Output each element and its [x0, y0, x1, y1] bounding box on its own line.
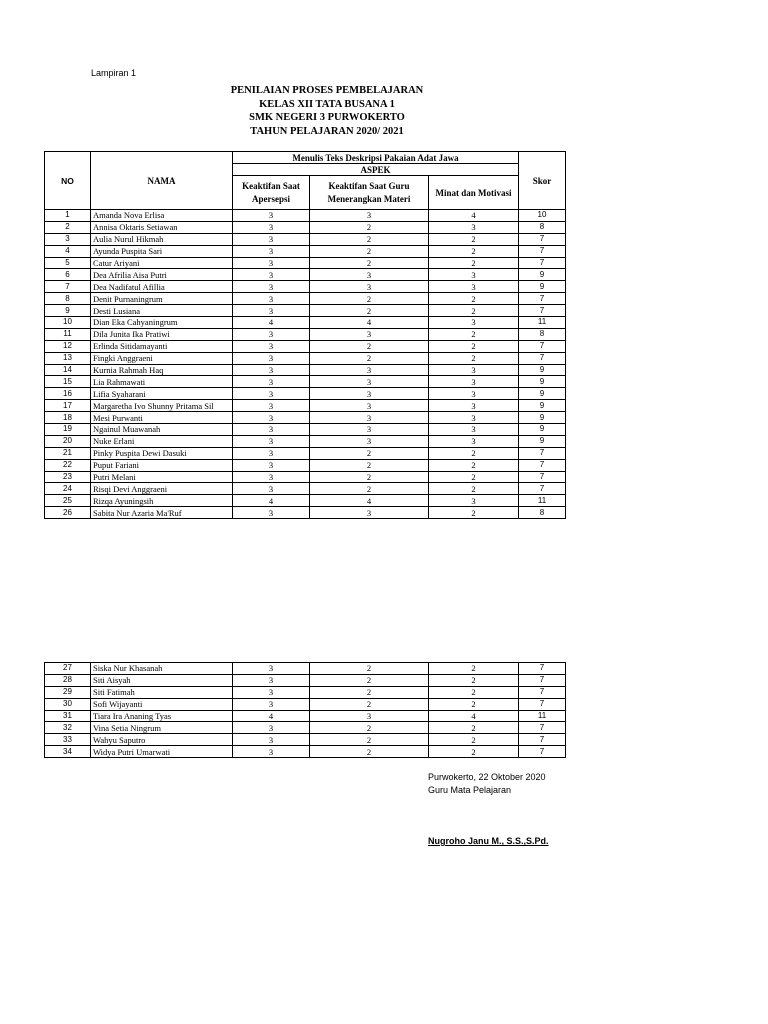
cell-nama: Annisa Oktaris Setiawan — [91, 221, 233, 233]
table-row — [45, 674, 566, 686]
cell-nama: Catur Ariyani — [91, 257, 233, 269]
cell-nama: Denit Purnaningrum — [91, 293, 233, 305]
cell-skor: 7 — [519, 245, 566, 257]
assessment-table-continued — [44, 662, 566, 758]
cell-aspect-3: 3 — [429, 281, 519, 293]
title-line-4: TAHUN PELAJARAN 2020/ 2021 — [250, 125, 404, 137]
cell-aspect-2: 2 — [310, 459, 429, 471]
cell-skor: 11 — [519, 710, 566, 722]
cell-aspect-1: 3 — [233, 435, 310, 447]
cell-no: 9 — [45, 305, 91, 317]
cell-nama: Widya Putri Umarwati — [91, 746, 233, 758]
cell-nama: Wahyu Saputro — [91, 734, 233, 746]
cell-nama: Lifia Syaharani — [91, 388, 233, 400]
cell-no: 18 — [45, 412, 91, 424]
cell-nama: Sabita Nur Azaria Ma'Ruf — [91, 507, 233, 519]
cell-nama: Dila Junita Ika Pratiwi — [91, 328, 233, 340]
cell-aspect-2: 3 — [310, 376, 429, 388]
cell-aspect-1: 3 — [233, 352, 310, 364]
header-skor: Skor — [519, 152, 566, 210]
cell-aspect-2: 2 — [310, 305, 429, 317]
cell-aspect-3: 2 — [429, 722, 519, 734]
cell-aspect-1: 3 — [233, 245, 310, 257]
cell-nama: Nuke Erlani — [91, 435, 233, 447]
header-aspect-2-line-2: Menerangkan Materi — [327, 193, 411, 204]
cell-aspect-3: 3 — [429, 388, 519, 400]
table-row — [45, 459, 566, 471]
cell-skor: 7 — [519, 447, 566, 459]
cell-no: 17 — [45, 400, 91, 412]
header-aspect-3: Minat dan Motivasi — [429, 176, 519, 210]
cell-aspect-2: 2 — [310, 245, 429, 257]
cell-aspect-1: 3 — [233, 400, 310, 412]
table-row — [45, 352, 566, 364]
header-aspect-1-line-2: Apersepsi — [252, 193, 290, 204]
cell-no: 26 — [45, 507, 91, 519]
table-row — [45, 328, 566, 340]
cell-no: 27 — [45, 663, 91, 675]
cell-skor: 7 — [519, 674, 566, 686]
cell-no: 10 — [45, 317, 91, 329]
cell-aspect-3: 3 — [429, 221, 519, 233]
cell-no: 14 — [45, 364, 91, 376]
table-row — [45, 293, 566, 305]
cell-skor: 8 — [519, 221, 566, 233]
cell-aspect-1: 3 — [233, 722, 310, 734]
cell-aspect-1: 3 — [233, 376, 310, 388]
cell-nama: Ngainul Muawanah — [91, 424, 233, 436]
cell-aspect-3: 2 — [429, 245, 519, 257]
cell-aspect-2: 3 — [310, 412, 429, 424]
cell-no: 23 — [45, 471, 91, 483]
table-row — [45, 317, 566, 329]
cell-aspect-2: 2 — [310, 221, 429, 233]
cell-nama: Fingki Anggraeni — [91, 352, 233, 364]
cell-skor: 7 — [519, 471, 566, 483]
cell-aspect-1: 3 — [233, 686, 310, 698]
header-aspect-2-line-1: Keaktifan Saat Guru — [328, 180, 410, 191]
cell-nama: Rizqa Ayuningsih — [91, 495, 233, 507]
cell-aspect-1: 3 — [233, 483, 310, 495]
cell-aspect-3: 2 — [429, 507, 519, 519]
cell-aspect-3: 2 — [429, 340, 519, 352]
cell-skor: 10 — [519, 210, 566, 222]
cell-skor: 7 — [519, 293, 566, 305]
table-row — [45, 281, 566, 293]
cell-skor: 7 — [519, 352, 566, 364]
cell-skor: 9 — [519, 412, 566, 424]
cell-aspect-3: 2 — [429, 447, 519, 459]
cell-aspect-3: 3 — [429, 495, 519, 507]
table-row — [45, 663, 566, 675]
signature-role: Guru Mata Pelajaran — [428, 785, 512, 795]
cell-nama: Ayunda Puspita Sari — [91, 245, 233, 257]
cell-aspect-3: 2 — [429, 257, 519, 269]
cell-skor: 8 — [519, 507, 566, 519]
cell-aspect-1: 3 — [233, 340, 310, 352]
cell-skor: 9 — [519, 364, 566, 376]
cell-aspect-1: 3 — [233, 257, 310, 269]
signature-name: Nugroho Janu M., S.S.,S.Pd. — [428, 836, 549, 846]
cell-nama: Kurnia Rahmah Haq — [91, 364, 233, 376]
title-line-1: PENILAIAN PROSES PEMBELAJARAN — [230, 85, 424, 96]
cell-aspect-2: 3 — [310, 710, 429, 722]
cell-skor: 11 — [519, 495, 566, 507]
cell-aspect-2: 2 — [310, 663, 429, 675]
cell-aspect-2: 2 — [310, 722, 429, 734]
cell-skor: 8 — [519, 328, 566, 340]
cell-aspect-2: 3 — [310, 424, 429, 436]
cell-aspect-2: 4 — [310, 317, 429, 329]
table-body-continued — [45, 663, 566, 758]
cell-skor: 9 — [519, 388, 566, 400]
table-row — [45, 233, 566, 245]
cell-aspect-3: 3 — [429, 400, 519, 412]
table-row — [45, 471, 566, 483]
cell-aspect-1: 3 — [233, 734, 310, 746]
table-row — [45, 210, 566, 222]
cell-aspect-3: 2 — [429, 352, 519, 364]
cell-aspect-3: 2 — [429, 233, 519, 245]
table-row — [45, 447, 566, 459]
table-row — [45, 686, 566, 698]
cell-skor: 7 — [519, 686, 566, 698]
table-row — [45, 400, 566, 412]
cell-no: 12 — [45, 340, 91, 352]
cell-nama: Mesi Purwanti — [91, 412, 233, 424]
cell-skor: 7 — [519, 233, 566, 245]
cell-nama: Siti Aisyah — [91, 674, 233, 686]
cell-aspect-2: 3 — [310, 328, 429, 340]
cell-nama: Margaretha Ivo Shunny Pritama Sil — [91, 400, 233, 412]
header-aspect-2 — [310, 176, 429, 210]
cell-aspect-1: 4 — [233, 317, 310, 329]
cell-nama: Putri Melani — [91, 471, 233, 483]
table-row — [45, 710, 566, 722]
cell-no: 29 — [45, 686, 91, 698]
cell-aspect-2: 3 — [310, 281, 429, 293]
cell-aspect-3: 2 — [429, 328, 519, 340]
appendix-label: Lampiran 1 — [91, 68, 137, 78]
cell-aspect-2: 2 — [310, 471, 429, 483]
cell-no: 13 — [45, 352, 91, 364]
cell-no: 21 — [45, 447, 91, 459]
cell-aspect-2: 3 — [310, 435, 429, 447]
cell-nama: Aulia Nurul Hikmah — [91, 233, 233, 245]
table-row — [45, 435, 566, 447]
cell-aspect-1: 3 — [233, 663, 310, 675]
cell-nama: Dea Nadifatul Afillia — [91, 281, 233, 293]
cell-aspect-1: 3 — [233, 424, 310, 436]
cell-skor: 7 — [519, 734, 566, 746]
cell-aspect-3: 2 — [429, 471, 519, 483]
table-row — [45, 412, 566, 424]
table-row — [45, 269, 566, 281]
cell-aspect-3: 2 — [429, 746, 519, 758]
cell-aspect-1: 3 — [233, 447, 310, 459]
table-row — [45, 245, 566, 257]
cell-aspect-3: 2 — [429, 734, 519, 746]
table-body — [45, 210, 566, 519]
cell-skor: 7 — [519, 746, 566, 758]
cell-aspect-3: 3 — [429, 424, 519, 436]
cell-aspect-2: 3 — [310, 364, 429, 376]
cell-aspect-1: 3 — [233, 281, 310, 293]
cell-no: 25 — [45, 495, 91, 507]
title-line-3: SMK NEGERI 3 PURWOKERTO — [249, 112, 405, 123]
cell-aspect-3: 2 — [429, 305, 519, 317]
table-row — [45, 221, 566, 233]
table-row — [45, 257, 566, 269]
cell-skor: 7 — [519, 722, 566, 734]
cell-aspect-1: 3 — [233, 210, 310, 222]
cell-no: 30 — [45, 698, 91, 710]
cell-aspect-2: 2 — [310, 233, 429, 245]
cell-aspect-2: 2 — [310, 340, 429, 352]
cell-aspect-1: 4 — [233, 710, 310, 722]
cell-aspect-2: 2 — [310, 746, 429, 758]
cell-aspect-3: 2 — [429, 686, 519, 698]
cell-aspect-3: 3 — [429, 412, 519, 424]
header-no: NO — [45, 152, 91, 210]
cell-no: 31 — [45, 710, 91, 722]
assessment-table — [44, 151, 566, 519]
header-aspect-1-line-1: Keaktifan Saat — [242, 180, 300, 191]
cell-no: 28 — [45, 674, 91, 686]
cell-aspect-1: 3 — [233, 459, 310, 471]
cell-aspect-3: 3 — [429, 269, 519, 281]
cell-nama: Puput Fariani — [91, 459, 233, 471]
table-row — [45, 424, 566, 436]
cell-aspect-1: 3 — [233, 269, 310, 281]
cell-aspect-3: 3 — [429, 376, 519, 388]
cell-aspect-3: 3 — [429, 435, 519, 447]
cell-no: 33 — [45, 734, 91, 746]
cell-aspect-3: 3 — [429, 317, 519, 329]
cell-aspect-1: 3 — [233, 674, 310, 686]
cell-aspect-1: 3 — [233, 471, 310, 483]
table-row — [45, 698, 566, 710]
header-group-title: Menulis Teks Deskripsi Pakaian Adat Jawa — [233, 152, 519, 164]
cell-no: 11 — [45, 328, 91, 340]
header-aspect-1 — [233, 176, 310, 210]
cell-aspect-2: 2 — [310, 352, 429, 364]
table-row — [45, 722, 566, 734]
cell-aspect-2: 2 — [310, 257, 429, 269]
cell-aspect-1: 3 — [233, 233, 310, 245]
cell-aspect-1: 3 — [233, 305, 310, 317]
table-row — [45, 376, 566, 388]
cell-skor: 7 — [519, 340, 566, 352]
cell-aspect-1: 3 — [233, 698, 310, 710]
cell-nama: Erlinda Sitidamayanti — [91, 340, 233, 352]
cell-aspect-1: 3 — [233, 293, 310, 305]
cell-nama: Dea Afrilia Aisa Putri — [91, 269, 233, 281]
cell-aspect-2: 3 — [310, 269, 429, 281]
cell-aspect-3: 2 — [429, 698, 519, 710]
cell-nama: Lia Rahmawati — [91, 376, 233, 388]
cell-aspect-1: 3 — [233, 364, 310, 376]
table-row — [45, 495, 566, 507]
cell-nama: Siti Fatimah — [91, 686, 233, 698]
cell-aspect-3: 2 — [429, 483, 519, 495]
cell-skor: 9 — [519, 376, 566, 388]
cell-skor: 7 — [519, 483, 566, 495]
table-row — [45, 483, 566, 495]
cell-no: 3 — [45, 233, 91, 245]
table-row — [45, 305, 566, 317]
cell-no: 6 — [45, 269, 91, 281]
cell-aspect-1: 3 — [233, 221, 310, 233]
cell-aspect-2: 2 — [310, 698, 429, 710]
cell-aspect-2: 2 — [310, 447, 429, 459]
cell-aspect-2: 2 — [310, 674, 429, 686]
cell-skor: 7 — [519, 305, 566, 317]
cell-skor: 9 — [519, 269, 566, 281]
table-row — [45, 364, 566, 376]
cell-aspect-1: 3 — [233, 746, 310, 758]
cell-aspect-3: 2 — [429, 663, 519, 675]
cell-nama: Desti Lusiana — [91, 305, 233, 317]
cell-aspect-2: 3 — [310, 507, 429, 519]
cell-aspect-2: 4 — [310, 495, 429, 507]
table-row — [45, 746, 566, 758]
table-row — [45, 340, 566, 352]
cell-no: 20 — [45, 435, 91, 447]
cell-no: 16 — [45, 388, 91, 400]
cell-aspect-1: 3 — [233, 328, 310, 340]
cell-no: 1 — [45, 210, 91, 222]
cell-skor: 7 — [519, 459, 566, 471]
cell-aspect-1: 3 — [233, 507, 310, 519]
cell-no: 22 — [45, 459, 91, 471]
cell-aspect-2: 2 — [310, 293, 429, 305]
cell-aspect-2: 2 — [310, 483, 429, 495]
cell-aspect-3: 2 — [429, 459, 519, 471]
cell-skor: 9 — [519, 400, 566, 412]
cell-skor: 9 — [519, 281, 566, 293]
cell-aspect-2: 2 — [310, 734, 429, 746]
cell-nama: Vina Setia Ningrum — [91, 722, 233, 734]
cell-skor: 11 — [519, 317, 566, 329]
document-title — [0, 84, 654, 138]
cell-aspect-2: 3 — [310, 388, 429, 400]
title-line-2: KELAS XII TATA BUSANA 1 — [259, 98, 395, 110]
cell-aspect-1: 3 — [233, 412, 310, 424]
cell-nama: Amanda Nova Erlisa — [91, 210, 233, 222]
cell-no: 2 — [45, 221, 91, 233]
signature-place-date: Purwokerto, 22 Oktober 2020 — [428, 772, 546, 782]
table-row — [45, 734, 566, 746]
cell-skor: 9 — [519, 424, 566, 436]
cell-no: 15 — [45, 376, 91, 388]
header-nama: NAMA — [91, 152, 233, 210]
cell-no: 7 — [45, 281, 91, 293]
cell-no: 8 — [45, 293, 91, 305]
cell-no: 32 — [45, 722, 91, 734]
cell-skor: 7 — [519, 698, 566, 710]
cell-aspect-1: 3 — [233, 388, 310, 400]
cell-aspect-2: 2 — [310, 686, 429, 698]
cell-nama: Dian Eka Cahyaningrum — [91, 317, 233, 329]
cell-aspect-3: 2 — [429, 293, 519, 305]
cell-aspect-1: 4 — [233, 495, 310, 507]
table-row — [45, 507, 566, 519]
table-row — [45, 388, 566, 400]
cell-aspect-3: 4 — [429, 210, 519, 222]
cell-no: 34 — [45, 746, 91, 758]
cell-nama: Siska Nur Khasanah — [91, 663, 233, 675]
cell-nama: Risqi Devi Anggraeni — [91, 483, 233, 495]
cell-skor: 9 — [519, 435, 566, 447]
cell-no: 5 — [45, 257, 91, 269]
cell-nama: Sofi Wijayanti — [91, 698, 233, 710]
cell-no: 19 — [45, 424, 91, 436]
cell-aspect-2: 3 — [310, 210, 429, 222]
cell-skor: 7 — [519, 257, 566, 269]
cell-no: 24 — [45, 483, 91, 495]
cell-nama: Pinky Puspita Dewi Dasuki — [91, 447, 233, 459]
cell-nama: Tiara Ira Ananing Tyas — [91, 710, 233, 722]
cell-no: 4 — [45, 245, 91, 257]
cell-aspect-2: 3 — [310, 400, 429, 412]
cell-skor: 7 — [519, 663, 566, 675]
cell-aspect-3: 2 — [429, 674, 519, 686]
cell-aspect-3: 4 — [429, 710, 519, 722]
header-aspek: ASPEK — [233, 164, 519, 176]
cell-aspect-3: 3 — [429, 364, 519, 376]
